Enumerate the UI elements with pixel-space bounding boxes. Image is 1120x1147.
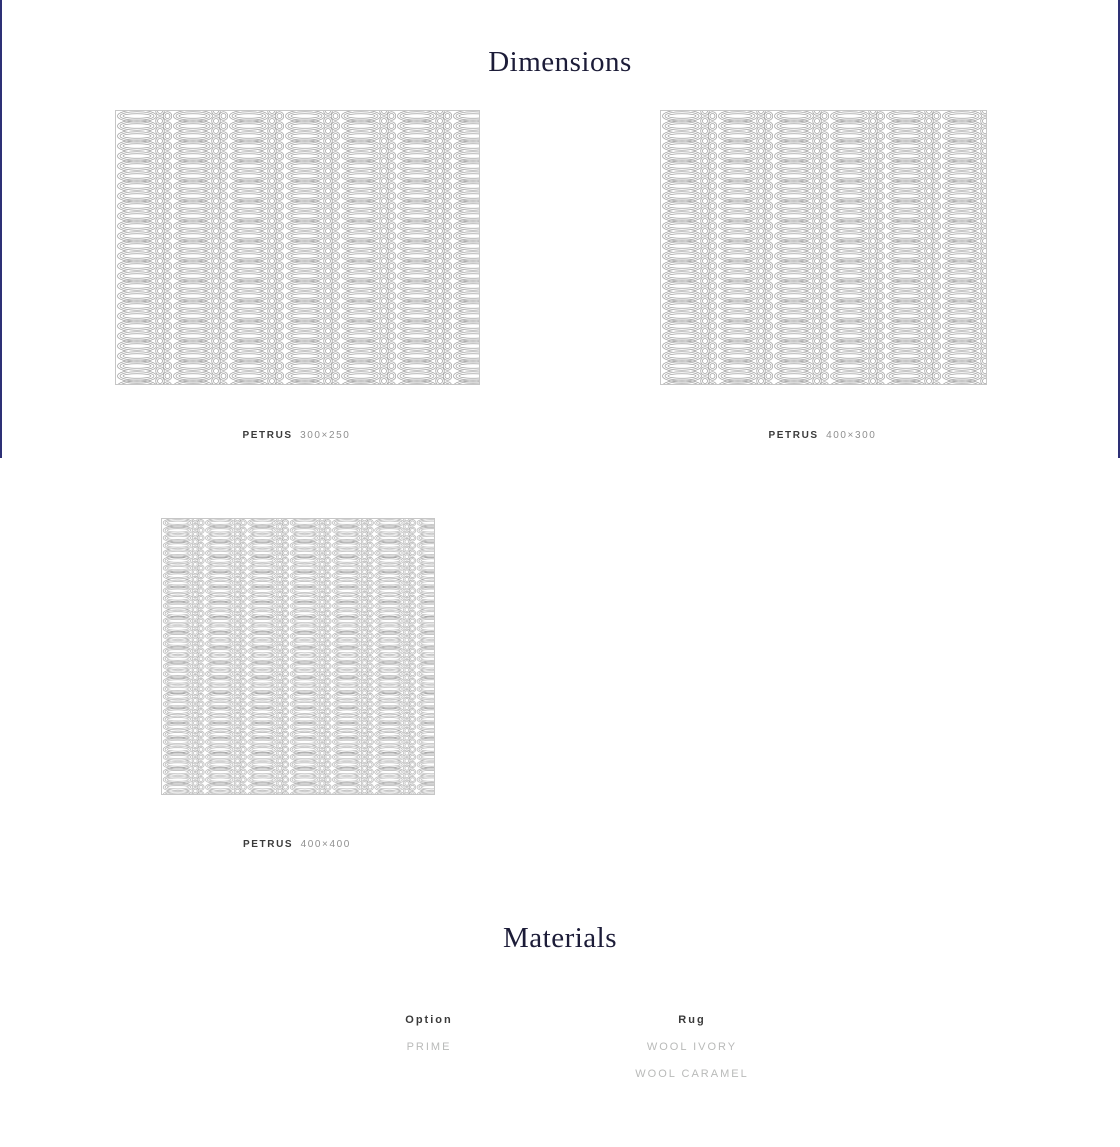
rug-figure-petrus-400x400 [161, 518, 435, 795]
rug-label [115, 430, 478, 441]
rug-pattern-image [115, 110, 480, 385]
rug-pattern-image [660, 110, 987, 385]
materials-column-header: Rug [678, 1014, 706, 1026]
rug-name: PETRUS [768, 430, 819, 441]
material-option-wool-ivory[interactable]: WOOL IVORY [646, 1041, 738, 1053]
rug-label [161, 839, 433, 850]
rug-figure-petrus-400x300 [660, 110, 987, 385]
materials-column-option [329, 1014, 529, 1053]
rug-figure-petrus-300x250 [115, 110, 480, 385]
materials-column-rug [592, 1014, 792, 1080]
rug-size: 400×400 [300, 839, 351, 850]
rug-size: 300×250 [300, 430, 351, 441]
rug-size: 400×300 [826, 430, 877, 441]
rug-name: PETRUS [242, 430, 293, 441]
rug-label [660, 430, 985, 441]
material-option-wool-caramel[interactable]: WOOL CARAMEL [635, 1068, 749, 1080]
materials-section-title: Materials [502, 922, 617, 954]
rug-name: PETRUS [243, 839, 294, 850]
materials-column-header: Option [405, 1014, 453, 1026]
material-option-prime[interactable]: PRIME [406, 1041, 452, 1053]
rug-pattern-image [161, 518, 435, 795]
dimensions-section-title: Dimensions [488, 46, 632, 78]
